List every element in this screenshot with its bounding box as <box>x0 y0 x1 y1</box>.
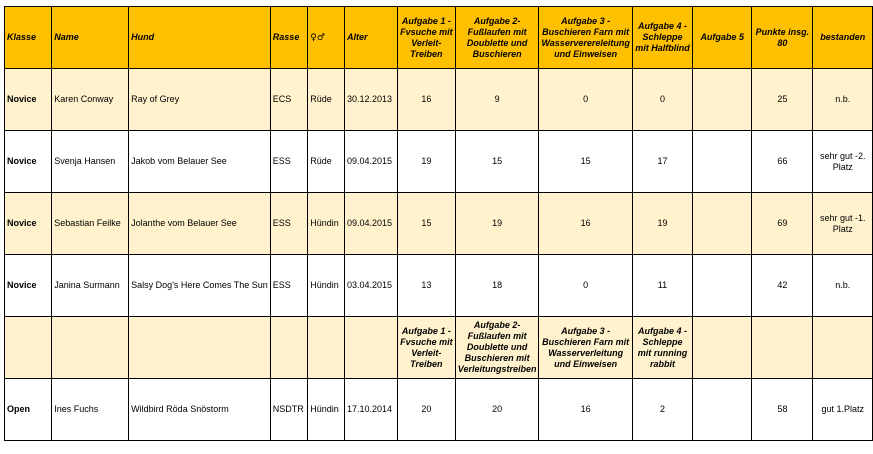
cell-empty[interactable] <box>52 317 129 379</box>
cell-rasse[interactable]: ESS <box>270 131 307 193</box>
subheader-aufgabe-2[interactable]: Aufgabe 2-Fußlaufen mit Doublette und Buschieren mit Verleitungstreiben <box>455 317 539 379</box>
cell-aufgabe-5[interactable] <box>693 379 752 441</box>
subheader-aufgabe-4[interactable]: Aufgabe 4 - Schleppe mit running rabbit <box>632 317 692 379</box>
cell-aufgabe-3[interactable]: 0 <box>539 69 632 131</box>
subheader-aufgabe-3[interactable]: Aufgabe 3 - Buschieren Farn mit Wasserverleitung und Einweisen <box>539 317 632 379</box>
cell-name[interactable]: Janina Surmann <box>52 255 129 317</box>
table-row <box>5 379 873 441</box>
cell-empty[interactable] <box>308 317 345 379</box>
table-row <box>5 255 873 317</box>
cell-hund[interactable]: Jolanthe vom Belauer See <box>129 193 271 255</box>
cell-aufgabe-1[interactable]: 13 <box>397 255 455 317</box>
cell-aufgabe-2[interactable]: 15 <box>455 131 539 193</box>
header-sex-symbol[interactable] <box>308 7 345 69</box>
results-table <box>4 6 873 441</box>
cell-aufgabe-3[interactable]: 16 <box>539 379 632 441</box>
cell-alter[interactable]: 03.04.2015 <box>345 255 398 317</box>
cell-klasse[interactable]: Novice <box>5 131 52 193</box>
subheader-row <box>5 317 873 379</box>
cell-geschlecht[interactable]: Rüde <box>308 131 345 193</box>
cell-klasse[interactable]: Novice <box>5 255 52 317</box>
cell-empty[interactable] <box>129 317 271 379</box>
cell-name[interactable]: Ines Fuchs <box>52 379 129 441</box>
cell-aufgabe-4[interactable]: 0 <box>632 69 692 131</box>
cell-punkte[interactable]: 58 <box>752 379 813 441</box>
cell-aufgabe-2[interactable]: 9 <box>455 69 539 131</box>
cell-aufgabe-2[interactable]: 18 <box>455 255 539 317</box>
cell-aufgabe-4[interactable]: 2 <box>632 379 692 441</box>
cell-name[interactable]: Svenja Hansen <box>52 131 129 193</box>
cell-rasse[interactable]: ESS <box>270 193 307 255</box>
table-row <box>5 69 873 131</box>
header-aufgabe-3[interactable]: Aufgabe 3 - Buschieren Farn mit Wasserverereleitung und Einweisen <box>539 7 632 69</box>
header-aufgabe-1[interactable]: Aufgabe 1 - Fvsuche mit Verleit-Treiben <box>397 7 455 69</box>
cell-alter[interactable]: 30.12.2013 <box>345 69 398 131</box>
cell-empty[interactable] <box>5 317 52 379</box>
sex-symbol-icon: ♀♂ <box>310 32 325 43</box>
cell-alter[interactable]: 09.04.2015 <box>345 193 398 255</box>
cell-aufgabe-5[interactable] <box>693 193 752 255</box>
cell-rasse[interactable]: ESS <box>270 255 307 317</box>
cell-aufgabe-3[interactable]: 16 <box>539 193 632 255</box>
header-name[interactable]: Name <box>52 7 129 69</box>
cell-alter[interactable]: 17.10.2014 <box>345 379 398 441</box>
cell-name[interactable]: Sebastian Feilke <box>52 193 129 255</box>
header-hund[interactable]: Hund <box>129 7 271 69</box>
cell-empty[interactable] <box>752 317 813 379</box>
cell-rasse[interactable]: NSDTR <box>270 379 307 441</box>
cell-empty[interactable] <box>813 317 873 379</box>
cell-hund[interactable]: Salsy Dog's Here Comes The Sun <box>129 255 271 317</box>
cell-aufgabe-1[interactable]: 16 <box>397 69 455 131</box>
cell-geschlecht[interactable]: Hündin <box>308 193 345 255</box>
cell-punkte[interactable]: 25 <box>752 69 813 131</box>
table-row <box>5 131 873 193</box>
cell-aufgabe-5[interactable] <box>693 131 752 193</box>
header-alter[interactable]: Alter <box>345 7 398 69</box>
cell-rasse[interactable]: ECS <box>270 69 307 131</box>
cell-aufgabe-3[interactable]: 15 <box>539 131 632 193</box>
header-punkte[interactable]: Punkte insg. 80 <box>752 7 813 69</box>
header-bestanden[interactable]: bestanden <box>813 7 873 69</box>
cell-klasse[interactable]: Open <box>5 379 52 441</box>
cell-aufgabe-4[interactable]: 17 <box>632 131 692 193</box>
header-row <box>5 7 873 69</box>
header-aufgabe-2[interactable]: Aufgabe 2-Fußlaufen mit Doublette und Buschieren <box>455 7 539 69</box>
results-spreadsheet <box>4 6 873 441</box>
cell-geschlecht[interactable]: Hündin <box>308 255 345 317</box>
cell-aufgabe-4[interactable]: 11 <box>632 255 692 317</box>
cell-bestanden[interactable]: sehr gut -2. Platz <box>813 131 873 193</box>
cell-punkte[interactable]: 66 <box>752 131 813 193</box>
cell-punkte[interactable]: 69 <box>752 193 813 255</box>
cell-bestanden[interactable]: sehr gut -1. Platz <box>813 193 873 255</box>
table-row <box>5 193 873 255</box>
cell-punkte[interactable]: 42 <box>752 255 813 317</box>
cell-bestanden[interactable]: gut 1.Platz <box>813 379 873 441</box>
cell-alter[interactable]: 09.04.2015 <box>345 131 398 193</box>
cell-aufgabe-2[interactable]: 19 <box>455 193 539 255</box>
cell-klasse[interactable]: Novice <box>5 193 52 255</box>
cell-empty[interactable] <box>345 317 398 379</box>
cell-hund[interactable]: Jakob vom Belauer See <box>129 131 271 193</box>
cell-aufgabe-5[interactable] <box>693 255 752 317</box>
cell-aufgabe-3[interactable]: 0 <box>539 255 632 317</box>
cell-bestanden[interactable]: n.b. <box>813 69 873 131</box>
subheader-aufgabe-1[interactable]: Aufgabe 1 - Fvsuche mit Verleit-Treiben <box>397 317 455 379</box>
cell-klasse[interactable]: Novice <box>5 69 52 131</box>
cell-aufgabe-4[interactable]: 19 <box>632 193 692 255</box>
header-aufgabe-5[interactable]: Aufgabe 5 <box>693 7 752 69</box>
header-aufgabe-4[interactable]: Aufgabe 4 - Schleppe mit Halfblind <box>632 7 692 69</box>
header-rasse[interactable]: Rasse <box>270 7 307 69</box>
cell-aufgabe-1[interactable]: 15 <box>397 193 455 255</box>
cell-hund[interactable]: Ray of Grey <box>129 69 271 131</box>
cell-empty[interactable] <box>693 317 752 379</box>
cell-aufgabe-2[interactable]: 20 <box>455 379 539 441</box>
cell-bestanden[interactable]: n.b. <box>813 255 873 317</box>
cell-geschlecht[interactable]: Hündin <box>308 379 345 441</box>
cell-aufgabe-5[interactable] <box>693 69 752 131</box>
cell-empty[interactable] <box>270 317 307 379</box>
cell-aufgabe-1[interactable]: 20 <box>397 379 455 441</box>
cell-name[interactable]: Karen Conway <box>52 69 129 131</box>
cell-geschlecht[interactable]: Rüde <box>308 69 345 131</box>
cell-hund[interactable]: Wildbird Röda Snöstorm <box>129 379 271 441</box>
cell-aufgabe-1[interactable]: 19 <box>397 131 455 193</box>
header-klasse[interactable]: Klasse <box>5 7 52 69</box>
